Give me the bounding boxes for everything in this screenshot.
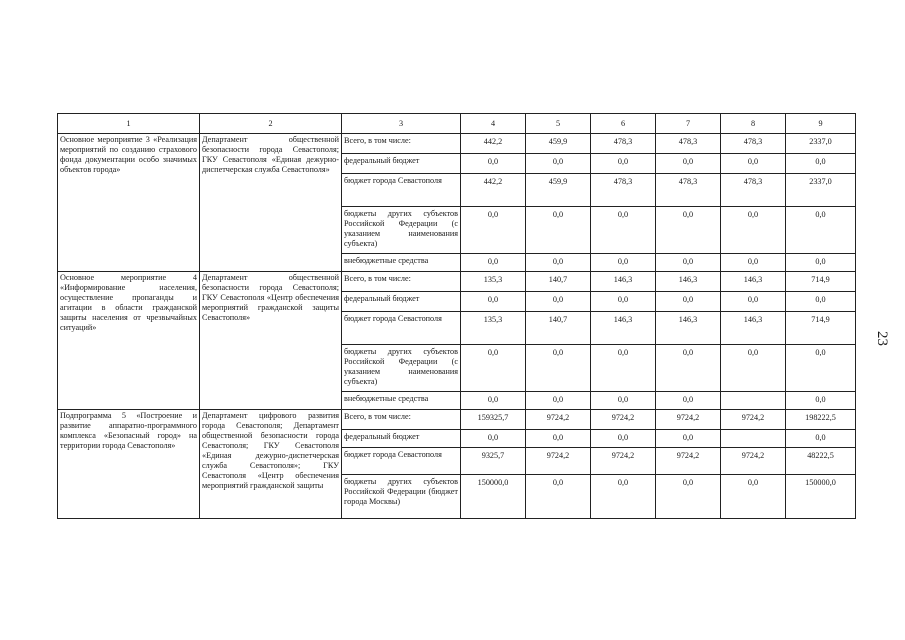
amount-cell: 135,3 [461,272,526,292]
amount-cell: 0,0 [721,475,786,519]
amount-cell: 198222,5 [786,410,856,430]
amount-cell: 0,0 [656,154,721,174]
funding-source-cell: федеральный бюджет [342,154,461,174]
amount-cell: 9724,2 [656,448,721,475]
amount-cell: 0,0 [591,254,656,272]
amount-cell: 0,0 [656,207,721,254]
amount-cell [721,430,786,448]
header-cell: 7 [656,114,721,134]
amount-cell: 146,3 [656,312,721,345]
table-row [58,410,856,430]
amount-cell: 0,0 [591,292,656,312]
amount-cell: 0,0 [786,345,856,392]
event-name-cell: Подпрограмма 5 «Построение и развитие аппаратно-программного комплекса «Безопасный город» на территории города Севастополя» [58,410,200,519]
event-name-cell: Основное мероприятие 3 «Реализация мероприятий по созданию страхового фонда документации особо значимых объектов города» [58,134,200,272]
amount-cell: 146,3 [656,272,721,292]
amount-cell: 0,0 [526,207,591,254]
funding-table [57,113,856,519]
amount-cell: 150000,0 [786,475,856,519]
amount-cell: 2337,0 [786,134,856,154]
amount-cell: 0,0 [526,430,591,448]
header-cell: 2 [200,114,342,134]
funding-source-cell: бюджет города Севастополя [342,174,461,207]
amount-cell: 0,0 [591,207,656,254]
funding-source-cell: внебюджетные средства [342,254,461,272]
amount-cell: 146,3 [721,272,786,292]
amount-cell: 0,0 [526,345,591,392]
amount-cell: 0,0 [461,292,526,312]
amount-cell: 0,0 [591,345,656,392]
funding-source-cell: внебюджетные средства [342,392,461,410]
amount-cell: 0,0 [591,154,656,174]
funding-source-cell: бюджеты других субъектов Российской Федерации (бюджет города Москвы) [342,475,461,519]
amount-cell: 0,0 [786,392,856,410]
amount-cell: 9724,2 [721,448,786,475]
funding-source-cell: бюджет города Севастополя [342,312,461,345]
amount-cell: 0,0 [786,292,856,312]
amount-cell: 0,0 [461,345,526,392]
amount-cell: 146,3 [721,312,786,345]
amount-cell: 0,0 [656,345,721,392]
amount-cell: 0,0 [461,207,526,254]
amount-cell: 442,2 [461,174,526,207]
executor-cell: Департамент общественной безопасности города Севастополя; ГКУ Севастополя «Центр обеспечения мероприятий гражданской защиты Севастополя» [200,272,342,410]
amount-cell: 0,0 [721,254,786,272]
amount-cell: 135,3 [461,312,526,345]
amount-cell: 0,0 [656,475,721,519]
header-cell: 3 [342,114,461,134]
header-cell: 4 [461,114,526,134]
amount-cell: 442,2 [461,134,526,154]
amount-cell: 0,0 [656,392,721,410]
amount-cell: 0,0 [526,292,591,312]
amount-cell: 9724,2 [591,448,656,475]
amount-cell: 478,3 [591,134,656,154]
amount-cell: 0,0 [461,254,526,272]
amount-cell: 48222,5 [786,448,856,475]
amount-cell: 478,3 [656,134,721,154]
funding-source-cell: федеральный бюджет [342,430,461,448]
amount-cell: 9724,2 [721,410,786,430]
table-row [58,134,856,154]
amount-cell: 0,0 [526,154,591,174]
amount-cell: 0,0 [721,207,786,254]
amount-cell: 478,3 [721,134,786,154]
amount-cell: 714,9 [786,312,856,345]
amount-cell: 140,7 [526,312,591,345]
funding-source-cell: бюджет города Севастополя [342,448,461,475]
funding-source-cell: федеральный бюджет [342,292,461,312]
executor-cell: Департамент общественной безопасности города Севастополя; ГКУ Севастополя «Единая дежурно-диспетчерская служба Севастополя» [200,134,342,272]
header-cell: 6 [591,114,656,134]
amount-cell: 0,0 [786,207,856,254]
executor-cell: Департамент цифрового развития города Севастополя; Департамент общественной безопасности города Севастополя; ГКУ Севастополя «Единая дежурно-диспетчерская служба Севастополя»; ГКУ Севастополя «Центр обеспечения мероприятий гражданской защиты [200,410,342,519]
amount-cell: 0,0 [526,475,591,519]
amount-cell: 0,0 [786,254,856,272]
amount-cell: 146,3 [591,272,656,292]
header-cell: 9 [786,114,856,134]
funding-source-cell: Всего, в том числе: [342,272,461,292]
funding-source-cell: Всего, в том числе: [342,410,461,430]
table-row [58,272,856,292]
header-cell: 5 [526,114,591,134]
amount-cell [721,392,786,410]
amount-cell: 459,9 [526,174,591,207]
amount-cell: 140,7 [526,272,591,292]
amount-cell: 0,0 [656,430,721,448]
amount-cell: 2337,0 [786,174,856,207]
amount-cell: 0,0 [526,254,591,272]
amount-cell: 0,0 [461,430,526,448]
amount-cell: 9325,7 [461,448,526,475]
header-cell: 8 [721,114,786,134]
funding-source-cell: Всего, в том числе: [342,134,461,154]
header-row [58,114,856,134]
event-name-cell: Основное мероприятие 4 «Информирование населения, осуществление пропаганды и агитации в области гражданской защиты населения от чрезвычайных ситуаций» [58,272,200,410]
amount-cell: 0,0 [591,392,656,410]
amount-cell: 0,0 [786,430,856,448]
amount-cell: 159325,7 [461,410,526,430]
amount-cell: 9724,2 [526,410,591,430]
amount-cell: 478,3 [591,174,656,207]
funding-source-cell: бюджеты других субъектов Российской Федерации (с указанием наименования субъекта) [342,345,461,392]
amount-cell: 0,0 [656,292,721,312]
amount-cell: 0,0 [656,254,721,272]
amount-cell: 0,0 [721,345,786,392]
amount-cell: 478,3 [721,174,786,207]
amount-cell: 9724,2 [526,448,591,475]
funding-source-cell: бюджеты других субъектов Российской Федерации (с указанием наименования субъекта) [342,207,461,254]
page-number: 23 [874,331,890,346]
amount-cell: 0,0 [461,392,526,410]
amount-cell: 0,0 [591,430,656,448]
amount-cell: 0,0 [591,475,656,519]
header-cell: 1 [58,114,200,134]
amount-cell: 0,0 [721,292,786,312]
amount-cell: 9724,2 [591,410,656,430]
amount-cell: 0,0 [526,392,591,410]
amount-cell: 150000,0 [461,475,526,519]
amount-cell: 9724,2 [656,410,721,430]
amount-cell: 0,0 [721,154,786,174]
amount-cell: 459,9 [526,134,591,154]
amount-cell: 146,3 [591,312,656,345]
amount-cell: 478,3 [656,174,721,207]
amount-cell: 714,9 [786,272,856,292]
amount-cell: 0,0 [786,154,856,174]
amount-cell: 0,0 [461,154,526,174]
